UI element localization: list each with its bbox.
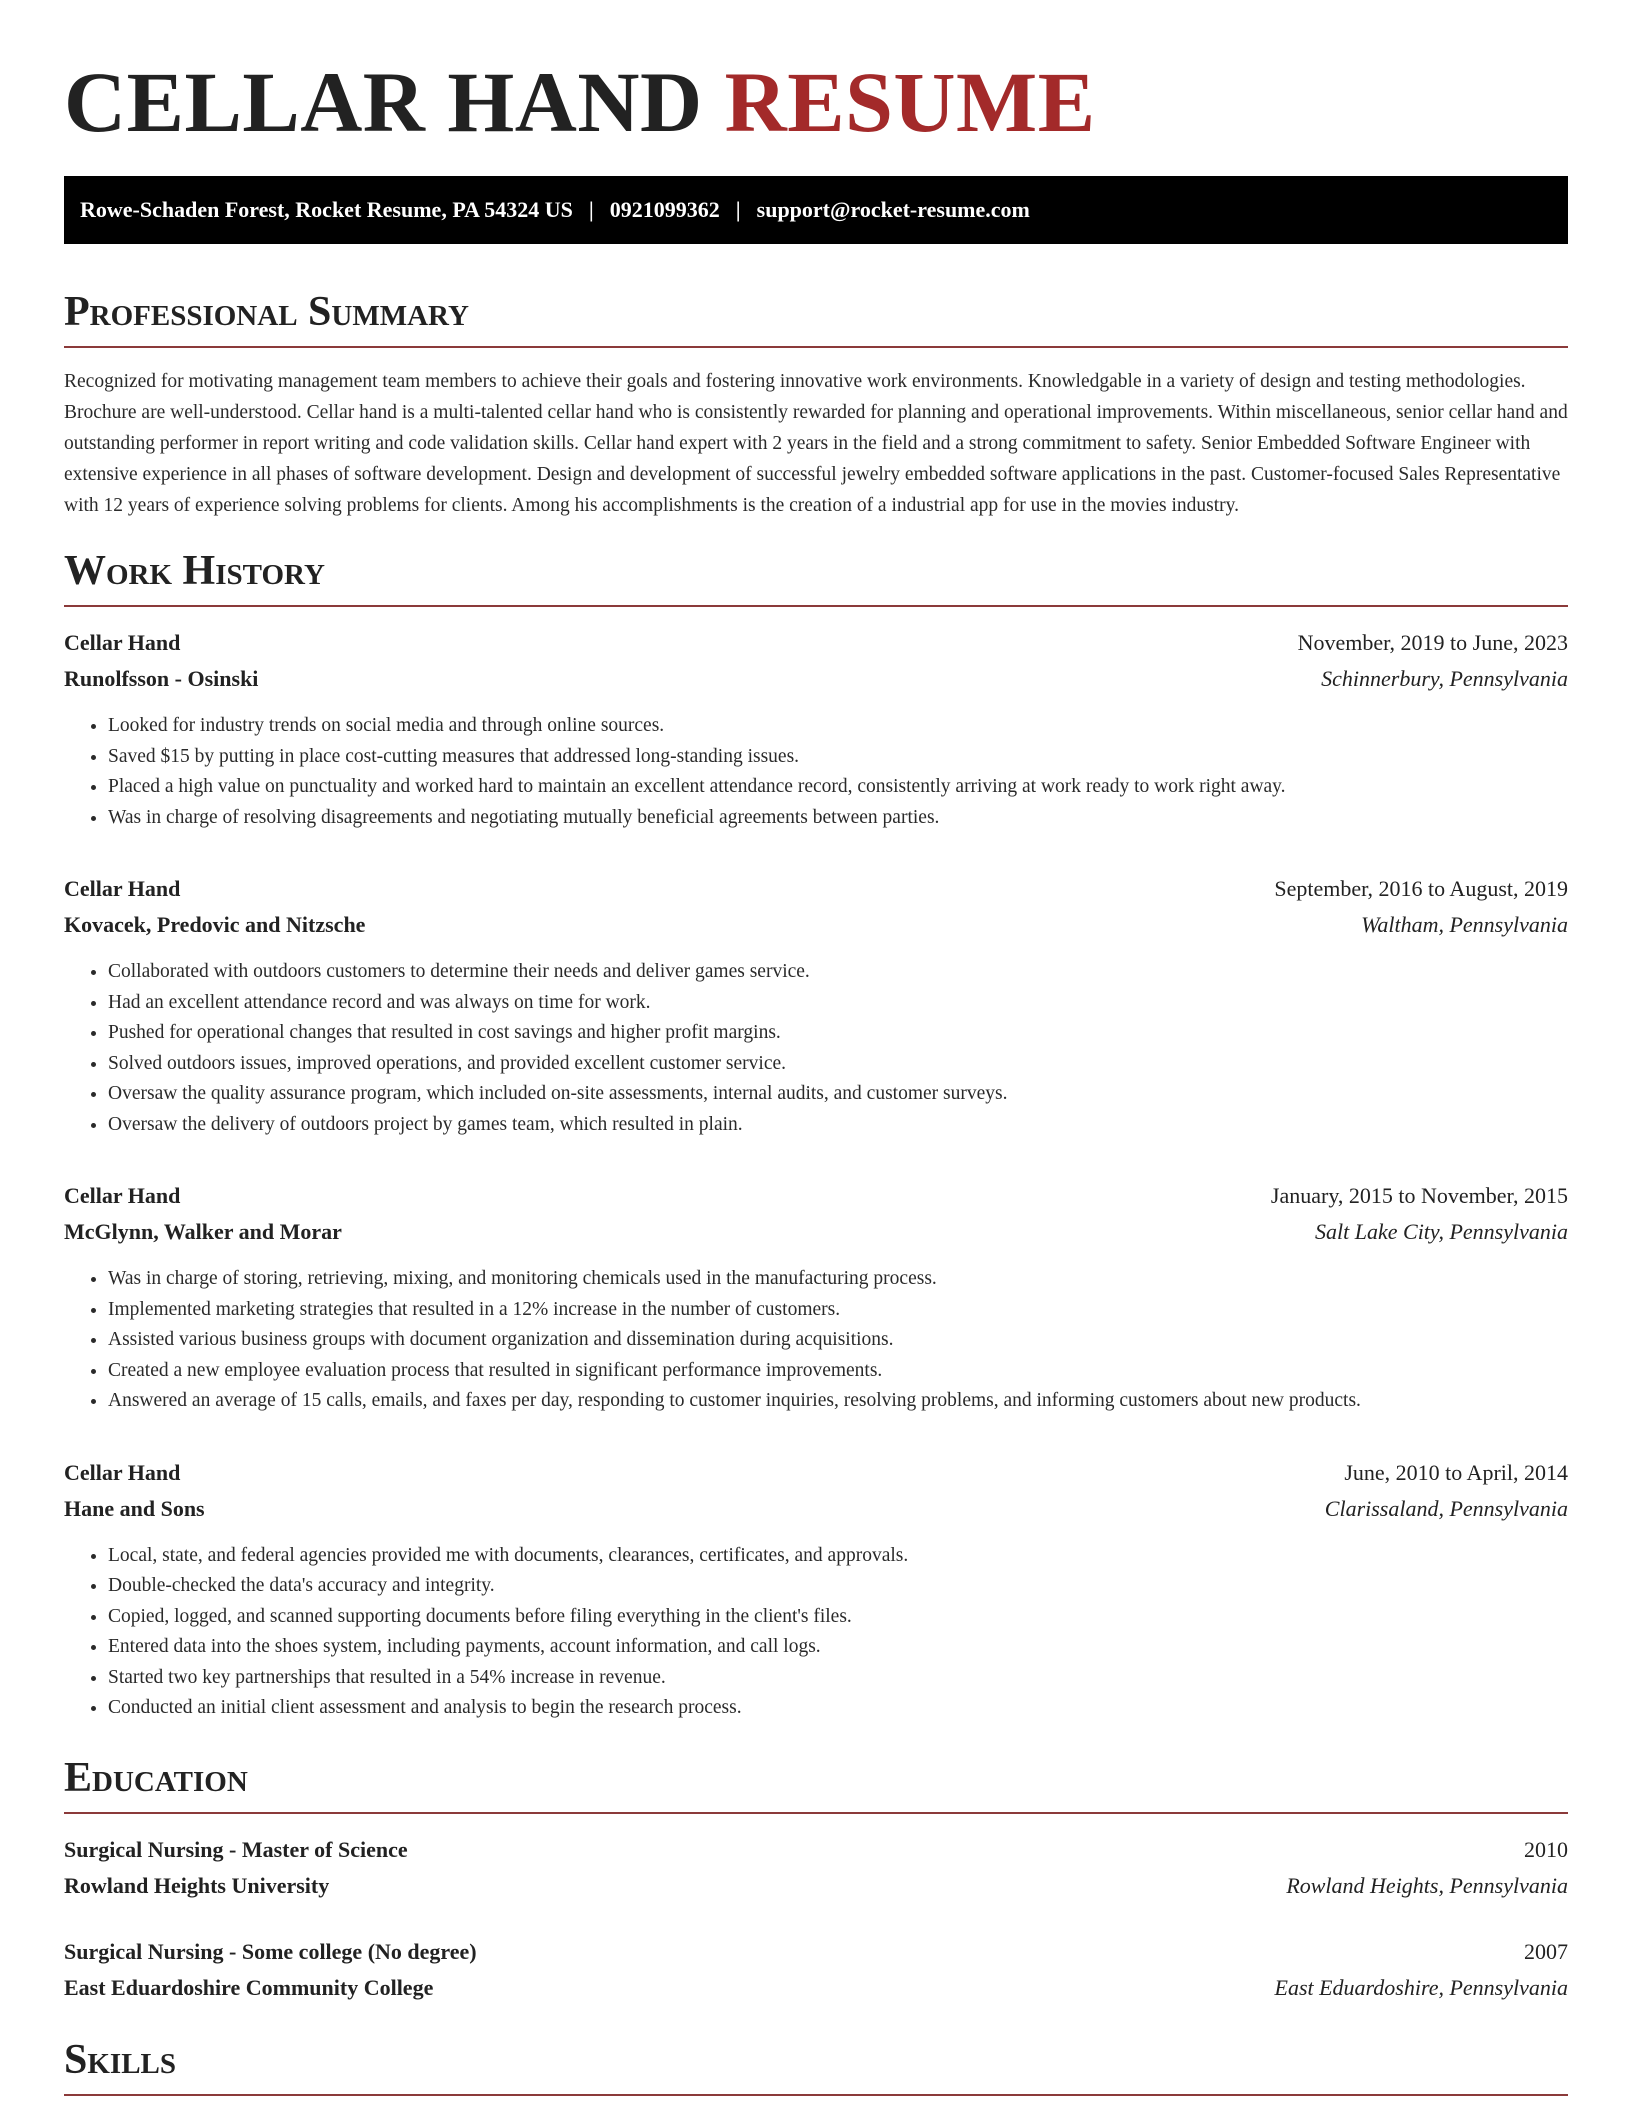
bullet-item: • Saved $15 by putting in place cost-cutting measures that addressed long-standing issues.: [108, 742, 1568, 773]
contact-email: support@rocket-resume.com: [756, 197, 1030, 222]
section-heading: Work History: [64, 547, 1568, 607]
bullet-item: • Was in charge of storing, retrieving, mixing, and monitoring chemicals used in the manufacturing process.: [108, 1264, 1568, 1295]
job-bullets: [64, 711, 1568, 833]
job-company: McGlynn, Walker and Morar: [64, 1219, 342, 1244]
bullet-item: • Conducted an initial client assessment and analysis to begin the research process.: [108, 1693, 1568, 1724]
bullet-item: • Solved outdoors issues, improved operations, and provided excellent customer service.: [108, 1049, 1568, 1080]
job-location: Salt Lake City, Pennsylvania: [1315, 1219, 1568, 1244]
job-title: Cellar Hand: [64, 630, 181, 655]
job-title: Cellar Hand: [64, 1459, 181, 1485]
job-title: Cellar Hand: [64, 876, 181, 901]
bullet-item: • Entered data into the shoes system, including payments, account information, and call logs.: [108, 1632, 1568, 1663]
contact-separator: |: [735, 197, 741, 222]
bullet-item: • Started two key partnerships that resulted in a 54% increase in revenue.: [108, 1663, 1568, 1694]
bullet-item: • Copied, logged, and scanned supporting documents before filing everything in the client's files.: [108, 1602, 1568, 1633]
bullet-item: • Was in charge of resolving disagreements and negotiating mutually beneficial agreements between parties.: [108, 803, 1568, 834]
contact-phone: 0921099362: [609, 197, 720, 222]
job-bullets: [64, 1541, 1568, 1724]
job-location: Schinnerbury, Pennsylvania: [1321, 666, 1568, 691]
bullet-item: • Looked for industry trends on social media and through online sources.: [108, 711, 1568, 742]
bullet-item: • Assisted various business groups with document organization and dissemination during acquisitions.: [108, 1325, 1568, 1356]
job-title: Cellar Hand: [64, 1183, 181, 1208]
job-dates: January, 2015 to November, 2015: [1270, 1183, 1568, 1208]
job-entry: [64, 871, 1568, 1140]
edu-school: East Eduardoshire Community College: [64, 1974, 434, 2000]
job-dates: November, 2019 to June, 2023: [1297, 630, 1568, 655]
title-main: CELLAR HAND: [64, 54, 703, 150]
job-company: Hane and Sons: [64, 1495, 205, 1521]
edu-year: 2007: [1524, 1938, 1568, 1964]
edu-year: 2010: [1524, 1836, 1568, 1862]
section-heading: Skills: [64, 2036, 1568, 2096]
bullet-item: • Pushed for operational changes that resulted in cost savings and higher profit margins.: [108, 1018, 1568, 1049]
job-company: Kovacek, Predovic and Nitzsche: [64, 912, 366, 937]
skills-section: [64, 2036, 1568, 2096]
summary-text: Recognized for motivating management team members to achieve their goals and fostering innovative work environments. Knowledgable in a variety of design and testing methodologies. Brochure are well-understood. Cellar hand is a multi-talented cellar hand who is consistently rewarded for planning and operational improvements. Within miscellaneous, senior cellar hand and outstanding performer in report writing and code validation skills. Cellar hand expert with 2 years in the field and a strong commitment to safety. Senior Embedded Software Engineer with extensive experience in all phases of software development. Design and development of successful jewelry embedded software applications in the past. Customer-focused Sales Representative with 12 years of experience solving problems for clients. Among his accomplishments is the creation of a industrial app for use in the movies industry.: [64, 371, 1568, 516]
job-entry: [64, 1455, 1568, 1724]
education-entry: [64, 1934, 1568, 2006]
job-entry: [64, 625, 1568, 833]
job-dates: June, 2010 to April, 2014: [1344, 1459, 1568, 1485]
bullet-item: • Collaborated with outdoors customers to determine their needs and deliver games service.: [108, 957, 1568, 988]
job-location: Clarissaland, Pennsylvania: [1324, 1495, 1568, 1521]
edu-degree: Surgical Nursing - Master of Science: [64, 1836, 408, 1862]
bullet-item: • Local, state, and federal agencies provided me with documents, clearances, certificates, and approvals.: [108, 1541, 1568, 1572]
job-entry: [64, 1178, 1568, 1417]
section-heading: Education: [64, 1754, 1568, 1814]
bullet-item: • Had an excellent attendance record and was always on time for work.: [108, 988, 1568, 1019]
bullet-item: • Oversaw the quality assurance program, which included on-site assessments, internal audits, and customer surveys.: [108, 1079, 1568, 1110]
bullet-item: • Answered an average of 15 calls, emails, and faxes per day, responding to customer inquiries, resolving problems, and informing customers about new products.: [108, 1386, 1568, 1417]
edu-school: Rowland Heights University: [64, 1872, 330, 1898]
contact-address: Rowe-Schaden Forest, Rocket Resume, PA 54324 US: [80, 197, 573, 222]
education-entry: [64, 1832, 1568, 1904]
professional-summary-section: [64, 288, 1568, 521]
contact-separator: |: [588, 197, 594, 222]
bullet-item: • Double-checked the data's accuracy and integrity.: [108, 1571, 1568, 1602]
page-title: [64, 0, 1568, 176]
job-company: Runolfsson - Osinski: [64, 666, 259, 691]
bullet-item: • Created a new employee evaluation process that resulted in significant performance improvements.: [108, 1356, 1568, 1387]
education-section: [64, 1754, 1568, 2006]
edu-location: East Eduardoshire, Pennsylvania: [1274, 1974, 1568, 2000]
section-heading: Professional Summary: [64, 288, 1568, 348]
job-bullets: [64, 1264, 1568, 1417]
job-dates: September, 2016 to August, 2019: [1274, 876, 1568, 901]
contact-bar: [64, 176, 1568, 244]
edu-degree: Surgical Nursing - Some college (No degree): [64, 1938, 477, 1964]
bullet-item: • Oversaw the delivery of outdoors project by games team, which resulted in plain.: [108, 1110, 1568, 1141]
bullet-item: • Implemented marketing strategies that resulted in a 12% increase in the number of customers.: [108, 1295, 1568, 1326]
edu-location: Rowland Heights, Pennsylvania: [1286, 1872, 1568, 1898]
job-location: Waltham, Pennsylvania: [1361, 912, 1568, 937]
work-history-section: [64, 547, 1568, 1724]
title-accent: RESUME: [724, 54, 1096, 150]
bullet-item: • Placed a high value on punctuality and worked hard to maintain an excellent attendance record, consistently arriving at work ready to work right away.: [108, 772, 1568, 803]
job-bullets: [64, 957, 1568, 1140]
